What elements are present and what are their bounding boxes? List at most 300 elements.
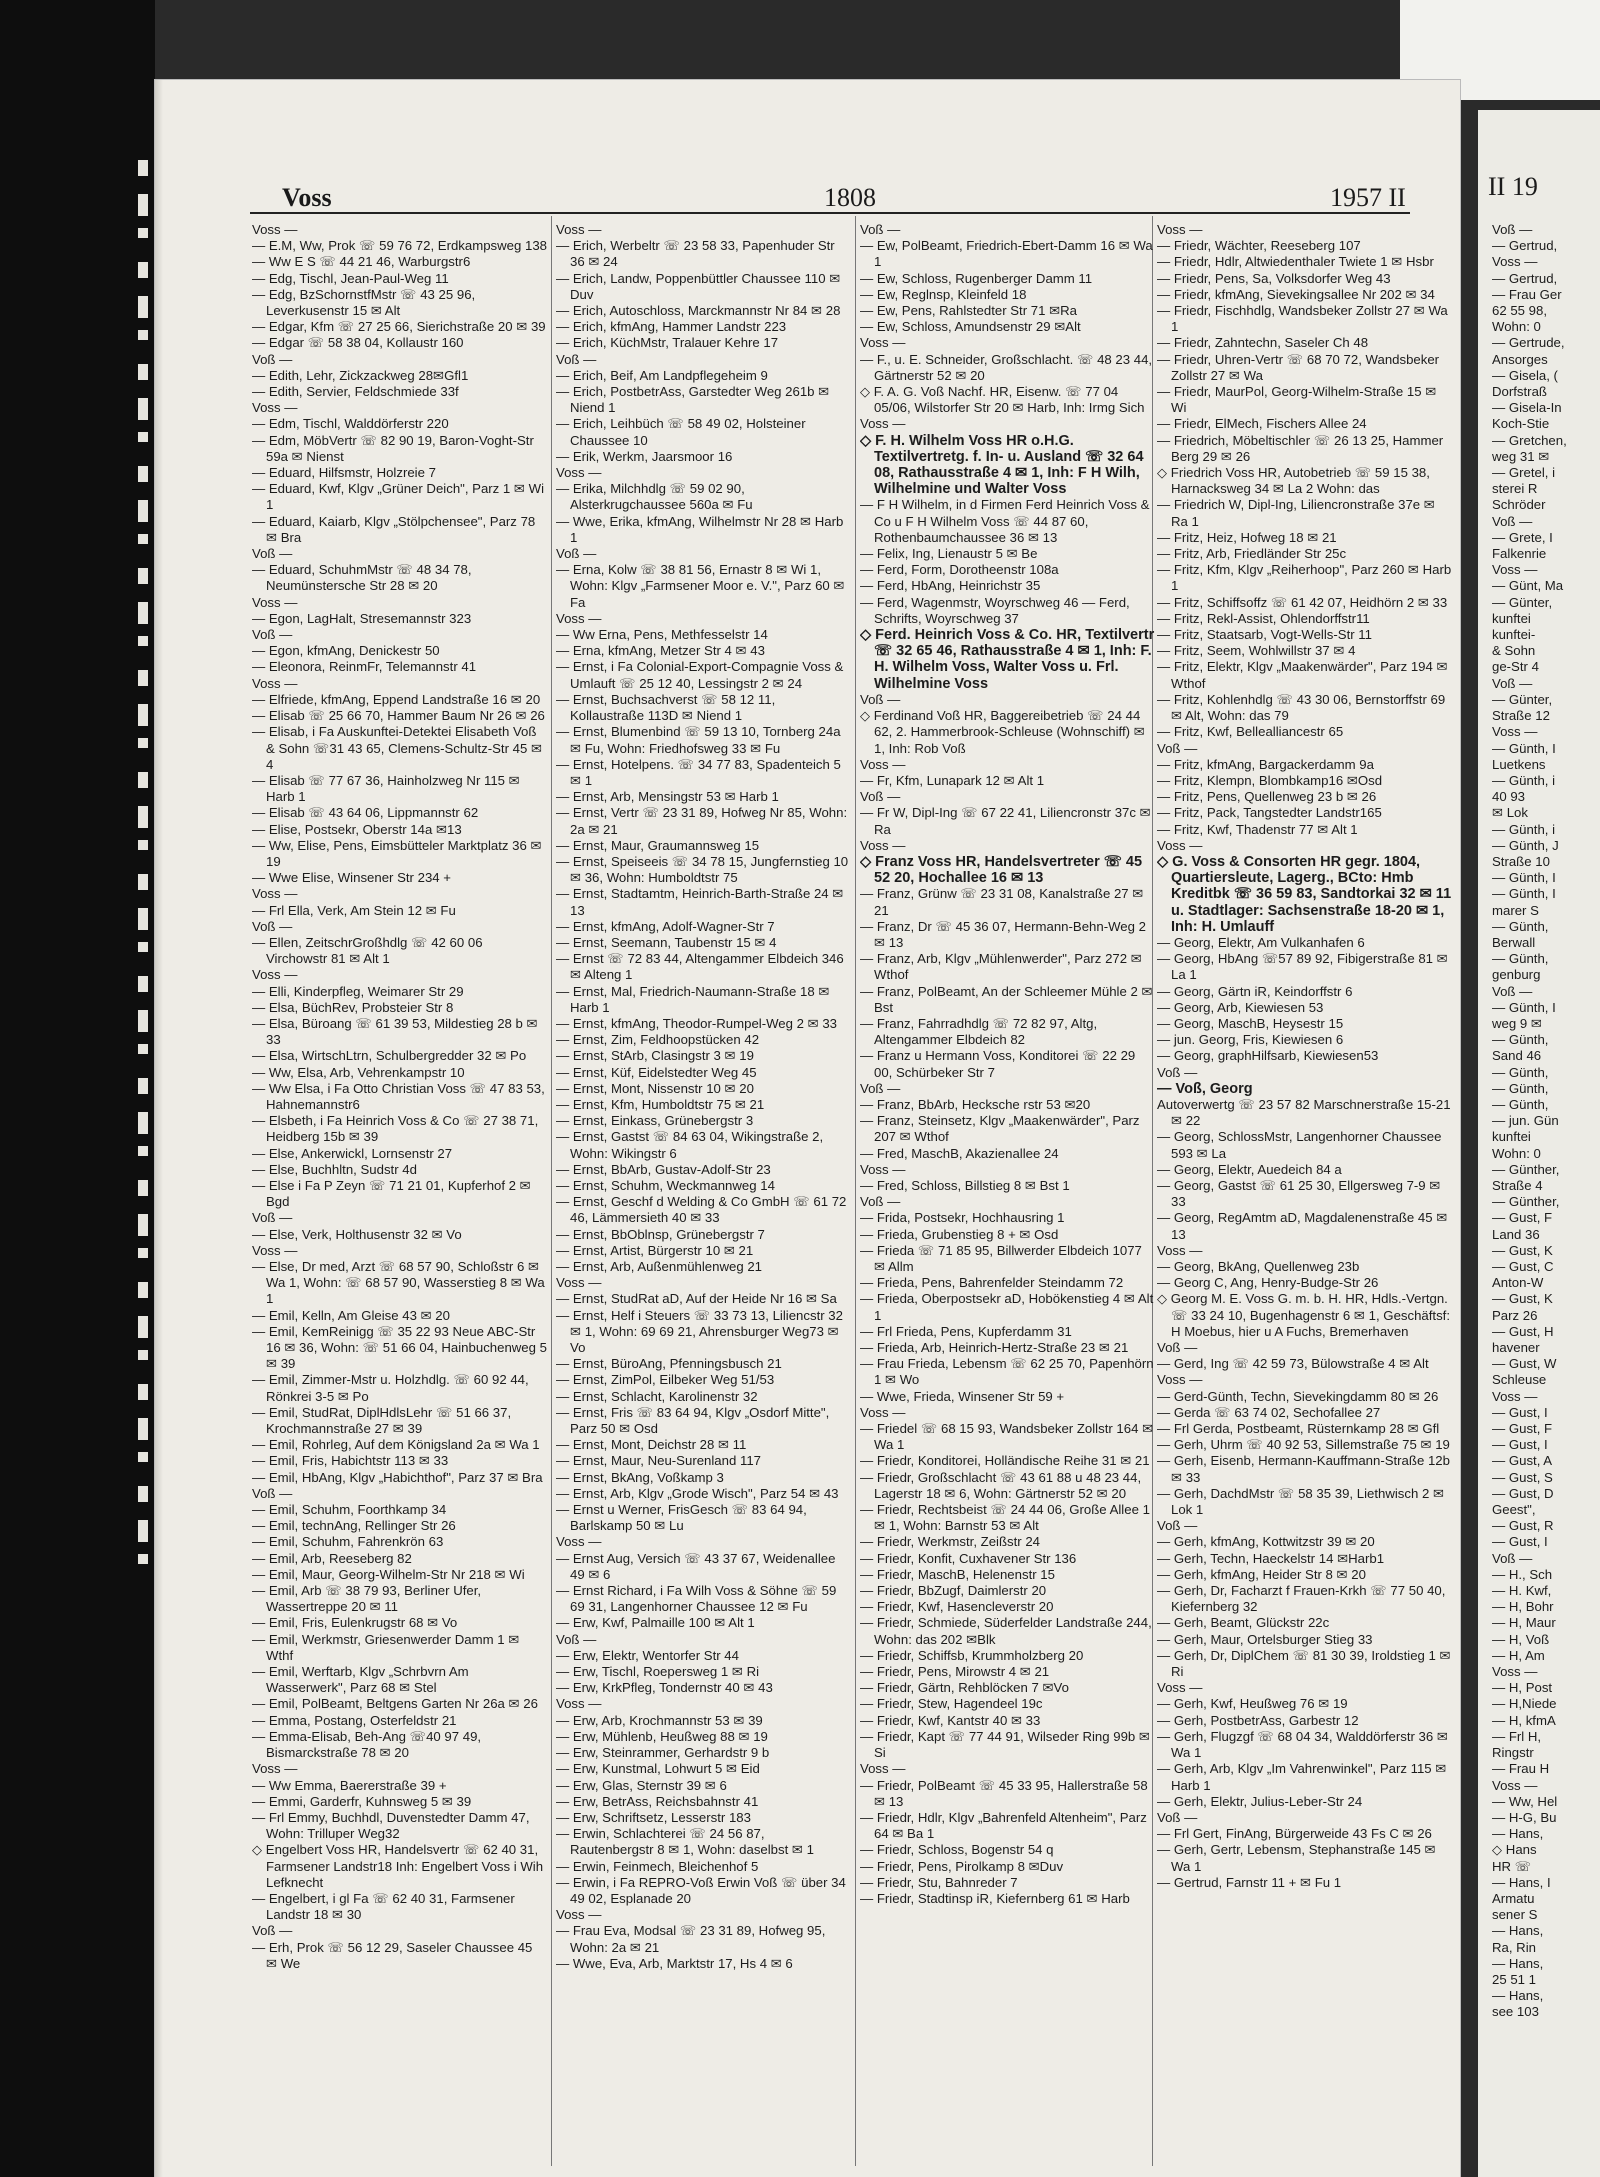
directory-entry: — Ernst, Artist, Bürgerstr 10 ✉ 21 xyxy=(556,1242,754,1258)
directory-entry: — Fritz, Klempn, Blombkamp16 ✉Osd xyxy=(1157,772,1383,788)
directory-entry: — Fritz, Arb, Friedländer Str 25c xyxy=(1157,546,1347,562)
adjacent-page-entry: — Günther, xyxy=(1492,1161,1560,1177)
directory-entry: — Erw, Arb, Krochmannstr 53 ✉ 39 xyxy=(556,1712,763,1728)
directory-entry: — Emil, Werftarb, Klgv „Schrbvrn Am Wasserwerk", Parz 68 ✉ Stel xyxy=(252,1664,469,1696)
directory-entry: — Ernst, Hotelpens. ☏ 34 77 83, Spadenteich 5 ✉ 1 xyxy=(556,756,841,788)
adjacent-page-entry: Voß — xyxy=(1492,222,1533,237)
directory-entry: — Gerh, Kwf, Heußweg 76 ✉ 19 xyxy=(1157,1696,1348,1712)
directory-entry: — Friedr, Schiffsb, Krummholzberg 20 xyxy=(860,1647,1084,1663)
adjacent-page-entry: Voß — xyxy=(1492,983,1533,999)
directory-entry: — Franz, Steinsetz, Klgv „Maakenwärder", Parz 207 ✉ Wthof xyxy=(860,1113,1140,1145)
directory-entry: — Emil, technAng, Rellinger Str 26 xyxy=(252,1518,456,1534)
adjacent-page-entry: — Gust, A xyxy=(1492,1453,1553,1469)
directory-entry: — Ww Erna, Pens, Methfesselstr 14 xyxy=(556,627,768,643)
adjacent-page-entry: — Gust, W xyxy=(1492,1356,1557,1372)
binding-mark xyxy=(138,330,148,340)
directory-entry: — Erwin, i Fa REPRO-Voß Erwin Voß ☏ über 34 49 02, Esplanade 20 xyxy=(556,1874,846,1906)
directory-entry: — Gerh, Maur, Ortelsburger Stieg 33 xyxy=(1157,1631,1373,1647)
adjacent-page-entry: Ra, Rin xyxy=(1492,1939,1536,1955)
adjacent-page-entry: Geest", xyxy=(1492,1502,1536,1518)
directory-entry: — Friedr, Hdlr, Klgv „Bahrenfeld Altenheim", Parz 64 ✉ Ba 1 xyxy=(860,1809,1147,1842)
adjacent-page-entry: Ansorges xyxy=(1492,351,1548,367)
directory-entry: — Franz, Arb, Klgv „Mühlenwerder", Parz 272 ✉ Wthof xyxy=(860,951,1142,983)
directory-entry: — Friedr, Pens, Mirowstr 4 ✉ 21 xyxy=(860,1664,1050,1680)
column-divider xyxy=(855,216,856,2166)
directory-entry: — Emil, Kelln, Am Gleise 43 ✉ 20 xyxy=(252,1307,450,1323)
directory-entry: — Friedr, Zahntechn, Saseler Ch 48 xyxy=(1157,335,1369,351)
directory-entry: — Ernst, Blumenbind ☏ 59 13 10, Tornberg 24a ✉ Fu, Wohn: Friedhofsweg 33 ✉ Fu xyxy=(556,724,841,756)
binding-mark xyxy=(138,1010,148,1032)
directory-entry: — Emil, KemReinigg ☏ 35 22 93 Neue ABC-Str 16 ✉ 36, Wohn: ☏ 51 66 04, Hainbuchenweg 5 ✉ 39 xyxy=(252,1323,547,1372)
page-header-year: 1957 II xyxy=(1330,183,1406,212)
directory-entry: — Gerh, Flugzgf ☏ 68 04 34, Walddörferstr 36 ✉ Wa 1 xyxy=(1157,1728,1448,1761)
directory-entry: — Ernst, Arb, Klgv „Grode Wisch", Parz 54 ✉ 43 xyxy=(556,1485,839,1501)
adjacent-page-entry: Voß — xyxy=(1492,513,1533,529)
directory-entry: — Erich, kfmAng, Hammer Landstr 223 xyxy=(556,319,787,335)
directory-entry: — Ernst, BüroAng, Pfenningsbusch 21 xyxy=(556,1356,782,1372)
directory-entry: — Friedr, kfmAng, Sievekingsallee Nr 202 ✉ 34 xyxy=(1157,286,1435,302)
adjacent-page-entry: — H,Niede xyxy=(1492,1696,1557,1712)
directory-entry: — Emmi, Garderfr, Kuhnsweg 5 ✉ 39 xyxy=(252,1793,472,1809)
directory-entry: — Voß, Georg xyxy=(1157,1080,1253,1097)
binding-mark xyxy=(138,772,148,788)
directory-entry: — Ernst, Zim, Feldhoopstücken 42 xyxy=(556,1032,760,1048)
directory-entry: — Friedr, MaschB, Helenenstr 15 xyxy=(860,1566,1055,1582)
directory-entry: — Ferd, Form, Dorotheenstr 108a xyxy=(860,562,1059,578)
directory-entry: — Edg, Tischl, Jean-Paul-Weg 11 xyxy=(252,270,449,286)
directory-entry: — Erw, Mühlenb, Heußweg 88 ✉ 19 xyxy=(556,1728,768,1744)
directory-entry: — Emil, Fris, Habichtstr 113 ✉ 33 xyxy=(252,1453,449,1469)
directory-entry: — Erika, Milchhdlg ☏ 59 02 90, Alsterkrugchaussee 560a ✉ Fu xyxy=(556,481,753,513)
directory-entry: ◇ Franz Voss HR, Handelsvertreter ☏ 45 52 20, Hochallee 16 ✉ 13 xyxy=(860,853,1143,887)
directory-entry: — Friedr, Stadtinsp iR, Kiefernberg 61 ✉ Harb xyxy=(860,1890,1130,1906)
directory-entry: — Ellen, ZeitschrGroßhdlg ☏ 42 60 06 Virchowstr 81 ✉ Alt 1 xyxy=(252,934,483,967)
directory-entry: — Erich, Werbeltr ☏ 23 58 33, Papenhuder Str 36 ✉ 24 xyxy=(556,238,835,270)
directory-entry: — Friedr, Schloss, Bogenstr 54 q xyxy=(860,1842,1054,1858)
directory-entry: — Erich, Autoschloss, Marckmannstr Nr 84 ✉ 28 xyxy=(556,303,841,319)
directory-entry: — Ernst, Vertr ☏ 23 31 89, Hofweg Nr 85, Wohn: 2a ✉ 21 xyxy=(556,805,848,837)
adjacent-page-margin xyxy=(0,0,155,2177)
adjacent-page-entry: — Hans, xyxy=(1492,1955,1544,1971)
directory-entry: — Edgar, Kfm ☏ 27 25 66, Sierichstraße 20 ✉ 39 xyxy=(252,319,546,335)
adjacent-page-entry: Straße 4 xyxy=(1492,1177,1543,1193)
adjacent-page-entry: — Gretel, i xyxy=(1492,465,1556,481)
directory-entry: — Friedr, Stu, Bahnreder 7 xyxy=(860,1874,1018,1890)
directory-entry: — Fritz, Kohlenhdlg ☏ 43 30 06, Bernstorffstr 69 ✉ Alt, Wohn: das 79 xyxy=(1157,691,1446,724)
directory-entry: — Eduard, Kaiarb, Klgv „Stölpchensee", Parz 78 ✉ Bra xyxy=(252,513,536,545)
adjacent-page-entry: — Gust, K xyxy=(1492,1291,1553,1307)
binding-mark xyxy=(138,874,148,890)
directory-entry: — Elisab ☏ 43 64 06, Lippmannstr 62 xyxy=(252,805,479,821)
adjacent-page-entry: — Gust, S xyxy=(1492,1469,1553,1485)
directory-entry: — Gerh, Eisenb, Hermann-Kauffmann-Straße 12b ✉ 33 xyxy=(1157,1453,1450,1485)
adjacent-page-entry: — Ww, Hel xyxy=(1492,1793,1558,1809)
adjacent-page-entry: Anton-W xyxy=(1492,1275,1544,1291)
adjacent-page-entry: Wohn: 0 xyxy=(1492,319,1541,335)
adjacent-page-entry: — Günth, xyxy=(1492,1064,1549,1080)
directory-entry: — Ernst, Stadtamtm, Heinrich-Barth-Straße 24 ✉ 13 xyxy=(556,886,844,918)
directory-entry: ◇ G. Voss & Consorten HR gegr. 1804, Quartiersleute, Lagerg., BCto: Hmb Kreditbk ☏ 36 59 83, Sandtorkai 32 ✉ 11 u. Stadtlager: Sachsenstraße 18-20 ✉ 1, Inh: H. Umlauff xyxy=(1157,853,1452,935)
directory-entry: — Frieda ☏ 71 85 95, Billwerder Elbdeich 1077 ✉ Allm xyxy=(860,1242,1142,1274)
binding-mark xyxy=(138,738,148,748)
directory-entry: — Gerh, kfmAng, Kottwitzstr 39 ✉ 20 xyxy=(1157,1534,1375,1550)
directory-entry: — Gerda ☏ 63 74 02, Sechofallee 27 xyxy=(1157,1404,1381,1420)
directory-entry: — Friedr, Kwf, Hasencleverstr 20 xyxy=(860,1599,1054,1615)
directory-entry: — Ww E S ☏ 44 21 46, Warburgstr6 xyxy=(252,254,471,270)
directory-entry: — Ferd, HbAng, Heinrichstr 35 xyxy=(860,578,1041,594)
directory-entry: — Emil, Fris, Eulenkrugstr 68 ✉ Vo xyxy=(252,1615,458,1631)
surname-group-heading: Voss — xyxy=(252,886,298,902)
directory-entry: — Ernst, Mal, Friedrich-Naumann-Straße 18 ✉ Harb 1 xyxy=(556,983,830,1015)
directory-entry: — Franz, PolBeamt, An der Schleemer Mühle 2 ✉ Bst xyxy=(860,983,1153,1015)
adjacent-page-entry: — H, Bohr xyxy=(1492,1599,1554,1615)
binding-mark xyxy=(138,262,148,278)
surname-group-heading: Voß — xyxy=(1157,1518,1198,1534)
directory-entry: — Friedr, Fischhdlg, Wandsbeker Zollstr 27 ✉ Wa 1 xyxy=(1157,303,1448,335)
directory-entry: — Erw, KrkPfleg, Tondernstr 40 ✉ 43 xyxy=(556,1680,773,1696)
surname-group-heading: Voß — xyxy=(1157,740,1198,756)
directory-entry: — Elisab, i Fa Auskunftei-Detektei Elisabeth Voß & Sohn ☏31 43 65, Clemens-Schultz-Str 45 ✉ 4 xyxy=(252,724,543,772)
surname-group-heading: Voss — xyxy=(556,222,602,237)
directory-entry: — Friedr, Pens, Pirolkamp 8 ✉Duv xyxy=(860,1858,1064,1874)
directory-entry: — Erich, PostbetrAss, Garstedter Weg 261b ✉ Niend 1 xyxy=(556,384,830,416)
directory-entry: — Emil, Schuhm, Fahrenkrön 63 xyxy=(252,1534,444,1550)
adjacent-page-entry: kunftei xyxy=(1492,610,1531,626)
surname-group-heading: Voss — xyxy=(860,416,906,432)
directory-entry: — Fr W, Dipl-Ing ☏ 67 22 41, Liliencronstr 37c ✉ Ra xyxy=(860,805,1151,837)
directory-entry: — Emil, Maur, Georg-Wilhelm-Str Nr 218 ✉ Wi xyxy=(252,1566,525,1582)
adjacent-page-entry: — Hans, xyxy=(1492,1988,1544,2004)
directory-entry: — Ww Elsa, i Fa Otto Christian Voss ☏ 47 83 53, Hahnemannstr6 xyxy=(252,1080,545,1112)
surname-group-heading: Voß — xyxy=(252,918,293,934)
directory-entry: — Ernst, Kfm, Humboldtstr 75 ✉ 21 xyxy=(556,1096,765,1112)
directory-entry: — Erw, Steinrammer, Gerhardstr 9 b xyxy=(556,1745,770,1761)
directory-entry: — Frida, Postsekr, Hochhausring 1 xyxy=(860,1210,1065,1226)
surname-group-heading: Voss — xyxy=(1157,837,1203,853)
directory-entry: — Friedr, Werkmstr, Zeißstr 24 xyxy=(860,1534,1041,1550)
directory-entry: — Emil, PolBeamt, Beltgens Garten Nr 26a ✉ 26 xyxy=(252,1696,538,1712)
adjacent-page-entry: Luetkens xyxy=(1492,756,1546,772)
surname-group-heading: Voss — xyxy=(1157,1372,1203,1388)
directory-entry: — Else, Buchhltn, Sudstr 4d xyxy=(252,1161,417,1177)
directory-entry: — Ww, Elise, Pens, Eimsbütteler Marktplatz 36 ✉ 19 xyxy=(252,837,542,869)
adjacent-page-entry: Ringstr xyxy=(1492,1745,1534,1761)
directory-entry: — Georg, HbAng ☏57 89 92, Fibigerstraße 81 ✉ La 1 xyxy=(1157,951,1448,983)
surname-group-heading: Voss — xyxy=(556,610,602,626)
directory-entry: — Fritz, Pack, Tangstedter Landstr165 xyxy=(1157,805,1382,821)
surname-group-heading: Voss — xyxy=(1157,1242,1203,1258)
binding-mark xyxy=(138,432,148,442)
directory-entry: — Gerh, Arb, Klgv „Im Vahrenwinkel", Parz 115 ✉ Harb 1 xyxy=(1157,1761,1447,1793)
surname-group-heading: Voss — xyxy=(252,594,298,610)
surname-group-heading: Voss — xyxy=(860,837,906,853)
adjacent-page-entry: Wohn: 0 xyxy=(1492,1145,1541,1161)
directory-entry: — Georg, RegAmtm aD, Magdalenenstraße 45 ✉ 13 xyxy=(1157,1210,1448,1242)
adjacent-page-column xyxy=(1492,222,1600,2021)
directory-entry: — Franz, Grünw ☏ 23 31 08, Kanalstraße 27 ✉ 21 xyxy=(860,886,1144,918)
directory-entry: ◇ Engelbert Voss HR, Handelsvertr ☏ 62 40 31, Farmsener Landstr18 Inh: Engelbert Voss i Wih Lefknecht xyxy=(252,1842,544,1890)
adjacent-page-entry: — Günth, I xyxy=(1492,870,1556,886)
directory-entry: — Friedr, Pens, Sa, Volksdorfer Weg 43 xyxy=(1157,270,1391,286)
adjacent-page-entry: — H, Maur xyxy=(1492,1615,1556,1631)
adjacent-page-entry: kunftei xyxy=(1492,1129,1531,1145)
adjacent-page-entry: — Günth, xyxy=(1492,1032,1549,1048)
binding-mark xyxy=(138,636,148,646)
directory-entry: — Ernst, Arb, Außenmühlenweg 21 xyxy=(556,1259,762,1274)
directory-entry: — F H Wilhelm, in d Firmen Ferd Heinrich Voss & Co u F H Wilhelm Voss ☏ 44 87 60, Rothenbaumchaussee 36 ✉ 13 xyxy=(860,497,1150,545)
adjacent-page-entry: see 103 xyxy=(1492,2004,1539,2020)
directory-entry: — Ernst, kfmAng, Adolf-Wagner-Str 7 xyxy=(556,918,775,934)
directory-entry: — Friedr, Schmiede, Süderfelder Landstraße 244, Wohn: das 202 ✉Blk xyxy=(860,1615,1152,1647)
adjacent-page-entry: HR ☏ xyxy=(1492,1858,1532,1874)
directory-entry: — Franz, BbArb, Hecksche rstr 53 ✉20 xyxy=(860,1096,1091,1112)
directory-entry: ◇ Ferdinand Voß HR, Baggereibetrieb ☏ 24 44 62, 2. Hammerbrook-Schleuse (Wohnschiff) ✉ 1, Inh: Rob Voß xyxy=(860,708,1145,756)
adjacent-page-entry: 62 55 98, xyxy=(1492,303,1547,319)
binding-mark xyxy=(138,1044,148,1054)
directory-column-2 xyxy=(556,222,851,2172)
directory-entry: — Erw, Tischl, Roepersweg 1 ✉ Ri xyxy=(556,1664,760,1680)
directory-entry: — Georg C, Ang, Henry-Budge-Str 26 xyxy=(1157,1275,1379,1291)
directory-entry: — Ernst, Mont, Nissenstr 10 ✉ 20 xyxy=(556,1080,754,1096)
directory-entry: — Frieda, Arb, Heinrich-Hertz-Straße 23 ✉ 21 xyxy=(860,1340,1129,1356)
adjacent-page-entry: Dorfstraß xyxy=(1492,384,1547,400)
directory-entry: — Ew, Pens, Rahlstedter Str 71 ✉Ra xyxy=(860,303,1078,319)
directory-entry: — Ernst, StudRat aD, Auf der Heide Nr 16 ✉ Sa xyxy=(556,1291,837,1307)
directory-entry: — Ernst, Schlacht, Karolinenstr 32 xyxy=(556,1388,758,1404)
surname-group-heading: Voss — xyxy=(252,400,298,416)
adjacent-page-entry: — Frau H xyxy=(1492,1761,1550,1777)
directory-entry: — Frau Frieda, Lebensm ☏ 62 25 70, Papenhörn 1 ✉ Wo xyxy=(860,1356,1154,1388)
adjacent-page-entry: — Günter, xyxy=(1492,594,1553,610)
directory-entry: — Ernst, Schuhm, Weckmannweg 14 xyxy=(556,1177,775,1193)
surname-group-heading: Voss — xyxy=(860,1404,906,1420)
directory-entry: — Ernst, Speiseeis ☏ 34 78 15, Jungfernstieg 10 ✉ 36, Wohn: Humboldtstr 75 xyxy=(556,853,849,886)
directory-entry: — Friedr, Konditorei, Holländische Reihe 31 ✉ 21 xyxy=(860,1453,1150,1469)
adjacent-page-entry: — H., Sch xyxy=(1492,1566,1553,1582)
adjacent-page-entry: Voß — xyxy=(1492,675,1533,691)
adjacent-page-entry: ge-Str 4 xyxy=(1492,659,1539,675)
binding-mark xyxy=(138,1282,148,1298)
directory-entry: — Ernst, kfmAng, Theodor-Rumpel-Weg 2 ✉ 33 xyxy=(556,1015,838,1031)
directory-entry: ◇ Friedrich Voss HR, Autobetrieb ☏ 59 15 38, Harnacksweg 34 ✉ La 2 Wohn: das xyxy=(1157,465,1430,497)
binding-mark xyxy=(138,296,148,318)
directory-entry: — Franz, Fahrradhdlg ☏ 72 82 97, Altg, Altengammer Elbdeich 82 xyxy=(860,1015,1098,1048)
directory-entry: — Elli, Kinderpfleg, Weimarer Str 29 xyxy=(252,983,464,999)
adjacent-page-entry: — H. Kwf, xyxy=(1492,1583,1552,1599)
binding-mark xyxy=(138,1316,148,1338)
directory-entry: — Fritz, Pens, Quellenweg 23 b ✉ 26 xyxy=(1157,789,1377,805)
binding-mark xyxy=(138,466,148,482)
directory-entry: — Ernst, ZimPol, Eilbeker Weg 51/53 xyxy=(556,1372,775,1388)
directory-entry: — Ernst, Arb, Mensingstr 53 ✉ Harb 1 xyxy=(556,789,779,805)
adjacent-page-entry: — Hans, xyxy=(1492,1923,1544,1939)
directory-entry: — Erich, KüchMstr, Tralauer Kehre 17 xyxy=(556,335,779,351)
directory-entry: — Gerh, Uhrm ☏ 40 92 53, Sillemstraße 75 ✉ 19 xyxy=(1157,1437,1450,1453)
directory-entry: — Emil, Zimmer-Mstr u. Holzhdlg. ☏ 60 92 44, Rönkrei 3-5 ✉ Po xyxy=(252,1372,529,1404)
adjacent-page-entry: — Günth, xyxy=(1492,951,1549,967)
adjacent-page-entry: marer S xyxy=(1492,902,1539,918)
adjacent-page-entry: — Gust, F xyxy=(1492,1421,1553,1437)
binding-mark xyxy=(138,704,148,726)
directory-entry: — Gerh, Beamt, Glückstr 22c xyxy=(1157,1615,1330,1631)
directory-entry: — jun. Georg, Fris, Kiewiesen 6 xyxy=(1157,1032,1344,1048)
directory-entry: — Fritz, Rekl-Assist, Ohlendorffstr11 xyxy=(1157,610,1370,626)
binding-mark xyxy=(138,1350,148,1360)
directory-entry: — Felix, Ing, Lienaustr 5 ✉ Be xyxy=(860,546,1038,562)
directory-entry: — Gerd-Günth, Techn, Sievekingdamm 80 ✉ 26 xyxy=(1157,1388,1439,1404)
directory-entry: — Erwin, Feinmech, Bleichenhof 5 xyxy=(556,1858,759,1874)
binding-mark xyxy=(138,976,148,992)
directory-entry: — Georg, SchlossMstr, Langenhorner Chaussee 593 ✉ La xyxy=(1157,1129,1442,1161)
directory-entry: — Ew, Schloss, Amundsenstr 29 ✉Alt xyxy=(860,319,1081,335)
surname-group-heading: Voss — xyxy=(556,465,602,481)
directory-entry: — Frl Ella, Verk, Am Stein 12 ✉ Fu xyxy=(252,902,456,918)
directory-entry: — Frieda, Grubenstieg 8 + ✉ Osd xyxy=(860,1226,1059,1242)
directory-entry: — Emil, Rohrleg, Auf dem Königsland 2a ✉ Wa 1 xyxy=(252,1437,540,1453)
adjacent-page-entry: genburg xyxy=(1492,967,1541,983)
adjacent-page-entry: Voss — xyxy=(1492,724,1538,740)
directory-entry: — Fritz, kfmAng, Bargackerdamm 9a xyxy=(1157,756,1374,772)
adjacent-page-entry: Voss — xyxy=(1492,1777,1538,1793)
directory-entry: — Fritz, Staatsarb, Vogt-Wells-Str 11 xyxy=(1157,627,1372,643)
directory-entry: — Friedr, Kapt ☏ 77 44 91, Wilseder Ring 99b ✉ Si xyxy=(860,1728,1150,1761)
directory-entry: — Edith, Lehr, Zickzackweg 28✉Gfl1 xyxy=(252,367,469,383)
directory-entry: — Erich, Landw, Poppenbüttler Chaussee 110 ✉ Duv xyxy=(556,270,841,302)
directory-entry: — Erich, Beif, Am Landpflegeheim 9 xyxy=(556,367,768,383)
directory-entry: — Ferd, Wagenmstr, Woyrschweg 46 — Ferd, Schrifts, Woyrschweg 37 xyxy=(860,594,1130,626)
directory-entry: — Edm, Tischl, Walddörferstr 220 xyxy=(252,416,449,432)
page-header-name: Voss xyxy=(282,183,332,212)
surname-group-heading: Voss — xyxy=(252,675,298,691)
adjacent-page-entry: Land 36 xyxy=(1492,1226,1540,1242)
directory-entry: — Ernst, Maur, Graumannsweg 15 xyxy=(556,837,760,853)
adjacent-page-entry: — Gust, C xyxy=(1492,1259,1554,1274)
directory-entry: — Erw, Kunstmal, Lohwurt 5 ✉ Eid xyxy=(556,1761,760,1777)
directory-entry: ◇ Georg M. E. Voss G. m. b. H. HR, Hdls.-Vertgn. ☏ 33 24 10, Bugenhagenstr 6 ✉ 1, Geschäftsf: H Moebus, hier u A Fuchs, Bremerhaven xyxy=(1157,1291,1451,1339)
directory-entry: — Erw, Kwf, Palmaille 100 ✉ Alt 1 xyxy=(556,1615,755,1631)
adjacent-page-entry: — Gust, I xyxy=(1492,1404,1548,1420)
directory-entry: — Gerd, Ing ☏ 42 59 73, Bülowstraße 4 ✉ Alt xyxy=(1157,1356,1429,1372)
directory-entry: — Friedr, Großschlacht ☏ 43 61 88 u 48 23 44, Lagerstr 18 ✉ 6, Wohn: Gärtnerstr 52 ✉ 20 xyxy=(860,1469,1142,1501)
adjacent-page-entry: — Gertrude, xyxy=(1492,335,1565,351)
directory-entry: — Georg, Gastst ☏ 61 25 30, Ellgersweg 7-9 ✉ 33 xyxy=(1157,1177,1441,1210)
adjacent-page-entry: — Gertrud, xyxy=(1492,270,1558,286)
adjacent-page-entry: — Günt, Ma xyxy=(1492,578,1564,594)
directory-entry: — Ernst, BbArb, Gustav-Adolf-Str 23 xyxy=(556,1161,771,1177)
directory-entry: — Wwe, Frieda, Winsener Str 59 + xyxy=(860,1388,1065,1404)
binding-mark xyxy=(138,194,148,216)
binding-mark xyxy=(138,1214,148,1236)
surname-group-heading: Voß — xyxy=(556,546,597,562)
adjacent-page-entry: Voss — xyxy=(1492,254,1538,270)
surname-group-heading: Voss — xyxy=(556,1275,602,1291)
directory-entry: — Ernst ☏ 72 83 44, Altengammer Elbdeich 346 ✉ Alteng 1 xyxy=(556,951,844,983)
directory-entry: — Fr, Kfm, Lunapark 12 ✉ Alt 1 xyxy=(860,772,1045,788)
adjacent-page-entry: — H, Voß xyxy=(1492,1631,1550,1647)
adjacent-page-entry: — Hans, I xyxy=(1492,1874,1551,1890)
surname-group-heading: Voss — xyxy=(556,1696,602,1712)
adjacent-page-entry: sterei R xyxy=(1492,481,1538,497)
binding-mark xyxy=(138,160,148,176)
binding-mark xyxy=(138,942,148,952)
binding-mark xyxy=(138,1180,148,1196)
directory-entry: — Frl Gerda, Postbeamt, Rüsternkamp 28 ✉ Gfl xyxy=(1157,1421,1440,1437)
directory-entry: — Fritz, Seem, Wohlwillstr 37 ✉ 4 xyxy=(1157,643,1356,659)
directory-entry: — Engelbert, i gl Fa ☏ 62 40 31, Farmsener Landstr 18 ✉ 30 xyxy=(252,1890,515,1923)
directory-entry: — Emil, Werkmstr, Griesenwerder Damm 1 ✉ Wthf xyxy=(252,1631,520,1663)
adjacent-page-entry: — Gust, I xyxy=(1492,1534,1548,1550)
directory-entry: — Fritz, Schiffsoffz ☏ 61 42 07, Heidhörn 2 ✉ 33 xyxy=(1157,594,1448,610)
directory-entry: — F., u. E. Schneider, Großschlacht. ☏ 48 23 44, Gärtnerstr 52 ✉ 20 xyxy=(860,351,1153,383)
adjacent-page-entry: — Günth, I xyxy=(1492,999,1556,1015)
directory-entry: — Georg, Gärtn iR, Keindorffstr 6 xyxy=(1157,983,1353,999)
directory-entry: — Erna, Kolw ☏ 38 81 56, Ernastr 8 ✉ Wi 1, Wohn: Klgv „Farmsener Moor e. V.", Parz 60 ✉ Fa xyxy=(556,562,845,610)
adjacent-page-entry: — Gisela-In xyxy=(1492,400,1562,416)
directory-entry: — Wwe, Erika, kfmAng, Wilhelmstr Nr 28 ✉ Harb 1 xyxy=(556,513,844,545)
adjacent-page-entry: — Günther, xyxy=(1492,1194,1560,1210)
directory-column-1 xyxy=(252,222,547,2172)
binding-mark xyxy=(138,1384,148,1400)
adjacent-page-entry: Straße 10 xyxy=(1492,853,1550,869)
surname-group-heading: Voss — xyxy=(252,222,298,237)
surname-group-heading: Voss — xyxy=(860,1761,906,1777)
surname-group-heading: Voß — xyxy=(860,222,901,237)
adjacent-page-entry: — H, Post xyxy=(1492,1680,1553,1696)
binding-mark xyxy=(138,534,148,544)
adjacent-page-entry: — H, kfmA xyxy=(1492,1712,1556,1728)
surname-group-heading: Voß — xyxy=(252,1485,293,1501)
directory-entry: — Friedr, Uhren-Vertr ☏ 68 70 72, Wandsbeker Zollstr 27 ✉ Wa xyxy=(1157,351,1440,383)
directory-entry: — Georg, BkAng, Quellenweg 23b xyxy=(1157,1259,1360,1274)
directory-entry: — Ernst u Werner, FrisGesch ☏ 83 64 94, Barlskamp 50 ✉ Lu xyxy=(556,1502,807,1534)
directory-entry: — Ernst, Küf, Eidelstedter Weg 45 xyxy=(556,1064,757,1080)
adjacent-page-entry: — Günter, xyxy=(1492,691,1553,707)
directory-entry: — Elisab ☏ 25 66 70, Hammer Baum Nr 26 ✉ 26 xyxy=(252,708,545,724)
adjacent-page-entry: Falkenrie xyxy=(1492,546,1547,562)
binding-mark xyxy=(138,398,148,420)
page-number: 1808 xyxy=(824,183,876,212)
directory-entry: — Ernst, Seemann, Taubenstr 15 ✉ 4 xyxy=(556,934,777,950)
binding-mark xyxy=(138,1146,148,1156)
directory-entry: — Gerh, Techn, Haeckelstr 14 ✉Harb1 xyxy=(1157,1550,1385,1566)
directory-entry: — Ernst, Fris ☏ 83 64 94, Klgv „Osdorf Mitte", Parz 50 ✉ Osd xyxy=(556,1404,830,1437)
adjacent-page-header: II 19 xyxy=(1488,172,1538,201)
directory-entry: — Gerh, Dr, DiplChem ☏ 81 30 39, Iroldstieg 1 ✉ Ri xyxy=(1157,1647,1451,1680)
directory-entry: — Gerh, Dr, Facharzt f Frauen-Krkh ☏ 77 50 40, Kiefernberg 32 xyxy=(1157,1583,1446,1615)
directory-entry: — Emil, Arb, Reeseberg 82 xyxy=(252,1550,412,1566)
directory-entry: — Ew, Reglnsp, Kleinfeld 18 xyxy=(860,286,1027,302)
surname-group-heading: Voß — xyxy=(860,691,901,707)
adjacent-page-entry: — Hans, xyxy=(1492,1826,1544,1842)
directory-entry: — Ernst, Einkass, Grünebergstr 3 xyxy=(556,1113,754,1129)
directory-entry: — Elsa, Büroang ☏ 61 39 53, Mildestieg 28 b ✉ 33 xyxy=(252,1015,538,1048)
surname-group-heading: Voß — xyxy=(1157,1064,1198,1080)
directory-entry: — Emil, Schuhm, Foorthkamp 34 xyxy=(252,1502,447,1518)
directory-entry: — Frl Frieda, Pens, Kupferdamm 31 xyxy=(860,1323,1072,1339)
adjacent-page-entry: — Gisela, ( xyxy=(1492,367,1558,383)
directory-entry: — Friedr, MaurPol, Georg-Wilhelm-Straße 15 ✉ Wi xyxy=(1157,384,1437,416)
directory-entry: — Egon, LagHalt, Stresemannstr 323 xyxy=(252,610,472,626)
binding-mark xyxy=(138,1112,148,1134)
directory-entry: — Fritz, Kwf, Bellealliancestr 65 xyxy=(1157,724,1344,740)
directory-entry: — Friedr, Gärtn, Rehblöcken 7 ✉Vo xyxy=(860,1680,1069,1696)
directory-entry: — Georg, MaschB, Heysestr 15 xyxy=(1157,1015,1344,1031)
directory-entry: — Elsa, BüchRev, Probsteier Str 8 xyxy=(252,999,454,1015)
directory-entry: — Friedr, Stew, Hagendeel 19c xyxy=(860,1696,1043,1712)
directory-entry: — Ww, Elsa, Arb, Vehrenkampstr 10 xyxy=(252,1064,465,1080)
directory-entry: — Emil, StudRat, DiplHdlsLehr ☏ 51 66 37, Krochmannstraße 27 ✉ 39 xyxy=(252,1404,512,1437)
directory-entry: — Frl Gert, FinAng, Bürgerweide 43 Fs C ✉ 26 xyxy=(1157,1826,1432,1842)
